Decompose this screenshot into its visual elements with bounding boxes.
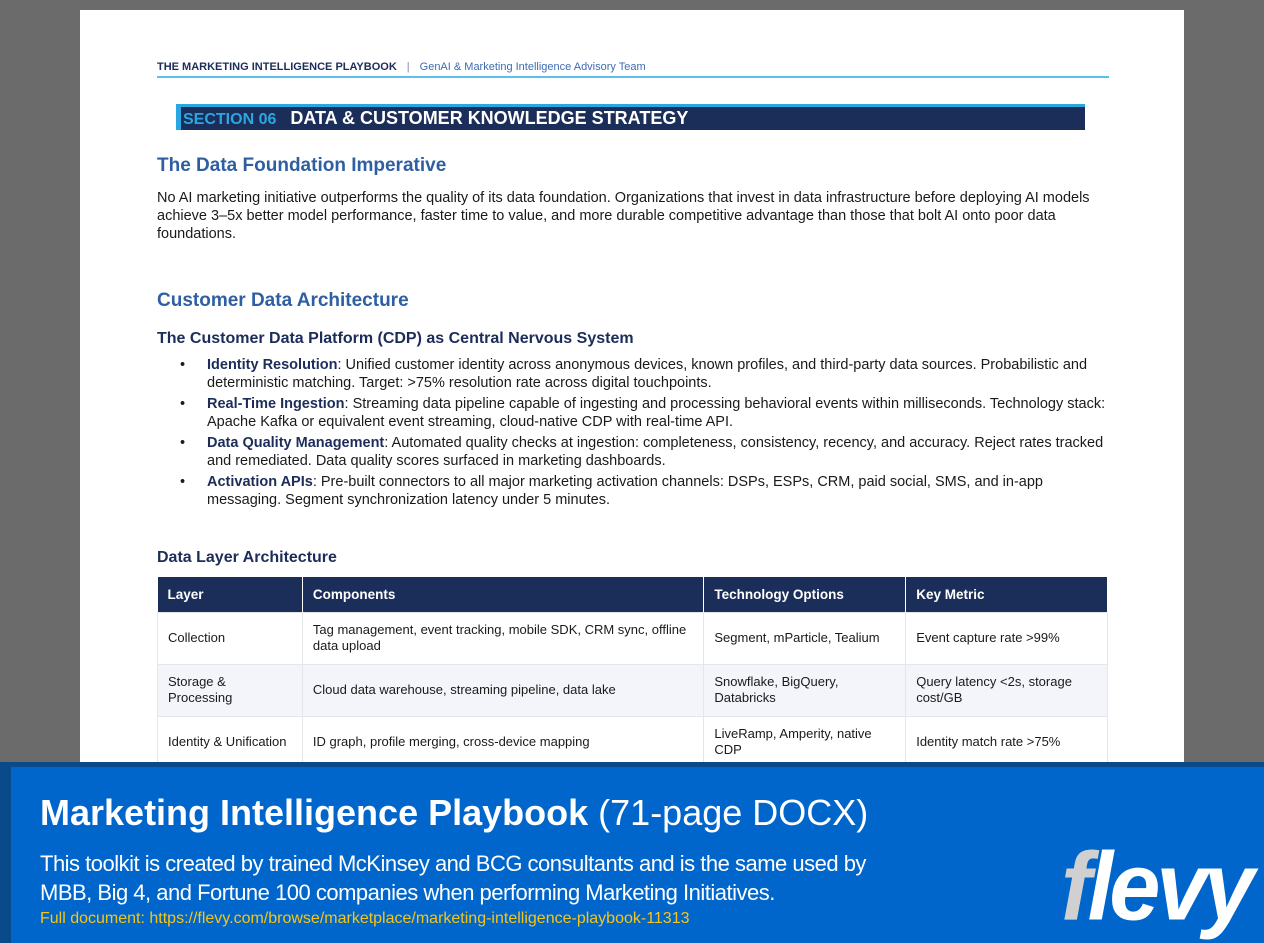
bullet-term: Data Quality Management bbox=[207, 435, 385, 451]
table-cell: Query latency <2s, storage cost/GB bbox=[906, 664, 1108, 716]
bullet-term: Real-Time Ingestion bbox=[207, 396, 345, 412]
data-layer-table bbox=[157, 577, 1108, 769]
table-cell: Identity match rate >75% bbox=[906, 716, 1108, 768]
document-page bbox=[80, 10, 1184, 770]
bullet-term: Identity Resolution bbox=[207, 357, 338, 373]
table-header-row bbox=[158, 577, 1108, 612]
table-heading: Data Layer Architecture bbox=[157, 549, 337, 566]
table-cell: Cloud data warehouse, streaming pipeline, data lake bbox=[302, 664, 704, 716]
cdp-bullet-list bbox=[180, 357, 1115, 513]
logo-f: f bbox=[1061, 833, 1088, 941]
bullet-text: : Unified customer identity across anonymous devices, known profiles, and third-party data sources. Probabilistic and deterministic matching. Target: >75% resolution rate across digital touchpoints. bbox=[207, 357, 1088, 391]
bullet-text: : Pre-built connectors to all major marketing activation channels: DSPs, ESPs, CRM, paid social, SMS, and in-app messaging. Segment synchronization latency under 5 minutes. bbox=[207, 474, 1043, 508]
bullet-item bbox=[180, 435, 1115, 470]
bullet-item bbox=[180, 357, 1115, 392]
column-header: Layer bbox=[158, 577, 303, 612]
header-team: GenAI & Marketing Intelligence Advisory Team bbox=[419, 61, 646, 73]
bullet-text: : Streaming data pipeline capable of ingesting and processing behavioral events within milliseconds. Technology stack: Apache Kafka or equivalent event streaming, cloud-native CDP with real-time API. bbox=[207, 396, 1106, 430]
table-cell: Snowflake, BigQuery, Databricks bbox=[704, 664, 906, 716]
column-header: Technology Options bbox=[704, 577, 906, 612]
table-row bbox=[158, 612, 1108, 664]
header-title: THE MARKETING INTELLIGENCE PLAYBOOK bbox=[157, 61, 397, 73]
column-header: Key Metric bbox=[906, 577, 1108, 612]
bullet-text: : Automated quality checks at ingestion: completeness, consistency, recency, and accuracy. Reject rates tracked and remediated. Data quality scores surfaced in marketing dashboards. bbox=[207, 435, 1104, 469]
section-banner bbox=[176, 104, 1085, 130]
table-cell: Segment, mParticle, Tealium bbox=[704, 612, 906, 664]
running-header bbox=[157, 61, 1109, 78]
column-header: Components bbox=[302, 577, 704, 612]
table-cell: LiveRamp, Amperity, native CDP bbox=[704, 716, 906, 768]
banner-description: This toolkit is created by trained McKinsey and BCG consultants and is the same used by MBB, Big 4, and Fortune 100 companies when performing Marketing Initiatives. bbox=[40, 851, 866, 905]
foundation-body: No AI marketing initiative outperforms the quality of its data foundation. Organizations that invest in data infrastructure before deploying AI models achieve 3–5x better model performance, faster time to value, and more durable competitive advantage than those that bolt AI onto poor data foundations. bbox=[157, 190, 1090, 242]
architecture-heading: Customer Data Architecture bbox=[157, 290, 409, 311]
cdp-subheading: The Customer Data Platform (CDP) as Central Nervous System bbox=[157, 330, 634, 347]
header-separator: | bbox=[406, 61, 410, 73]
bullet-item bbox=[180, 396, 1115, 431]
section-number: SECTION 06 bbox=[183, 111, 277, 128]
banner-title-main: Marketing Intelligence Playbook bbox=[40, 792, 589, 833]
bullet-item bbox=[180, 474, 1115, 509]
logo-rest: levy bbox=[1087, 833, 1251, 941]
section-title: DATA & CUSTOMER KNOWLEDGE STRATEGY bbox=[290, 108, 689, 128]
table-cell: Identity & Unification bbox=[158, 716, 303, 768]
table-cell: Collection bbox=[158, 612, 303, 664]
banner-title-suffix: (71-page DOCX) bbox=[598, 792, 869, 833]
table-cell: Event capture rate >99% bbox=[906, 612, 1108, 664]
flevy-logo bbox=[1061, 832, 1251, 942]
document-link[interactable]: Full document: https://flevy.com/browse/marketplace/marketing-intelligence-playbook-11313 bbox=[40, 910, 690, 927]
table-cell: ID graph, profile merging, cross-device mapping bbox=[302, 716, 704, 768]
promo-banner bbox=[0, 762, 1264, 943]
foundation-heading: The Data Foundation Imperative bbox=[157, 155, 447, 176]
table-cell: Storage & Processing bbox=[158, 664, 303, 716]
table-row bbox=[158, 716, 1108, 768]
table-row bbox=[158, 664, 1108, 716]
bullet-term: Activation APIs bbox=[207, 474, 313, 490]
table-cell: Tag management, event tracking, mobile SDK, CRM sync, offline data upload bbox=[302, 612, 704, 664]
banner-title bbox=[40, 792, 868, 834]
